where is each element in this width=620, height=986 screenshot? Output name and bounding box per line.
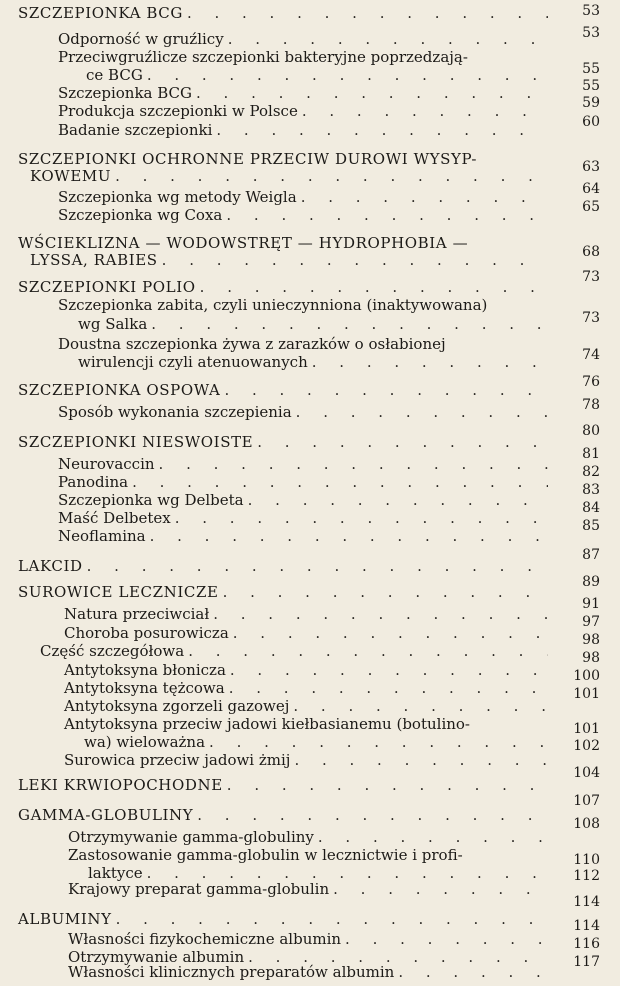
- toc-page-number: 53: [582, 3, 600, 19]
- toc-entry: [40, 642, 548, 660]
- toc-label: Własności fizykochemiczne albumin: [68, 930, 342, 948]
- toc-page-number: 68: [582, 244, 600, 260]
- toc-entry: [18, 433, 548, 451]
- leader-dots: [345, 930, 548, 948]
- leader-dots: [228, 30, 548, 48]
- leader-dots: [175, 509, 548, 527]
- toc-page-number: 108: [573, 816, 600, 832]
- toc-entry: [58, 527, 548, 545]
- toc-page-number: 97: [582, 614, 600, 630]
- leader-dots: [230, 661, 548, 679]
- toc-page-number: 117: [573, 954, 600, 970]
- toc-label: ce BCG: [86, 66, 143, 84]
- toc-page-number: 107: [573, 793, 600, 809]
- toc-label: Badanie szczepionki: [58, 121, 213, 139]
- toc-page-number: 101: [573, 721, 600, 737]
- toc-label: LAKCID: [18, 557, 83, 575]
- toc-page-number: 63: [582, 159, 600, 175]
- toc-entry: [18, 583, 548, 601]
- toc-page-number: 89: [582, 574, 600, 590]
- toc-label: Krajowy preparat gamma-globulin: [68, 880, 330, 898]
- toc-label: laktyce: [88, 864, 143, 882]
- toc-label: LEKI KRWIOPOCHODNE: [18, 776, 223, 794]
- toc-page-number: 74: [582, 347, 600, 363]
- leader-dots: [151, 315, 548, 333]
- toc-page-number: 55: [582, 61, 600, 77]
- leader-dots: [115, 167, 548, 185]
- toc-entry: [18, 910, 548, 928]
- leader-dots: [224, 381, 548, 399]
- toc-page-number: 83: [582, 482, 600, 498]
- toc-page-number: 84: [582, 500, 600, 516]
- toc-label: Część szczegółowa: [40, 642, 185, 660]
- toc-label: SZCZEPIONKA OSPOWA: [18, 381, 221, 399]
- toc-label: ALBUMINY: [18, 910, 112, 928]
- toc-page-number: 98: [582, 632, 600, 648]
- toc-label: Własności klinicznych preparatów albumin: [68, 963, 395, 981]
- toc-label: SZCZEPIONKI POLIO: [18, 278, 196, 296]
- toc-label-line1: WŚCIEKLIZNA — WODOWSTRĘT — HYDROPHOBIA —: [18, 234, 469, 252]
- toc-entry: [58, 509, 548, 527]
- toc-label-line1: Szczepionka zabita, czyli unieczynniona (inaktywowana): [58, 296, 488, 314]
- toc-page-number: 73: [582, 269, 600, 285]
- toc-page-number: 80: [582, 423, 600, 439]
- leader-dots: [257, 433, 548, 451]
- toc-entry: [84, 733, 548, 751]
- toc-entry: [64, 661, 548, 679]
- toc-label-line1: Antytoksyna przeciw jadowi kiełbasianemu (botulino-: [64, 715, 471, 733]
- toc-label: Otrzymywanie gamma-globuliny: [68, 828, 314, 846]
- leader-dots: [301, 188, 548, 206]
- toc-entry: [64, 697, 548, 715]
- leader-dots: [294, 751, 548, 769]
- toc-label: Antytoksyna tężcowa: [64, 679, 225, 697]
- toc-page-number: 85: [582, 518, 600, 534]
- toc-entry: [30, 251, 548, 269]
- leader-dots: [132, 473, 548, 491]
- leader-dots: [200, 278, 548, 296]
- leader-dots: [213, 605, 548, 623]
- toc-entry: [58, 455, 548, 473]
- leader-dots: [302, 102, 548, 120]
- toc-page-number: 116: [573, 936, 600, 952]
- toc-label: Szczepionka wg metody Weigla: [58, 188, 297, 206]
- leader-dots: [233, 624, 548, 642]
- toc-entry: [86, 66, 548, 84]
- leader-dots: [312, 353, 548, 371]
- toc-label: Choroba posurowicza: [64, 624, 229, 642]
- leader-dots: [188, 642, 548, 660]
- toc-entry: [58, 206, 548, 224]
- toc-label: SZCZEPIONKI NIESWOISTE: [18, 433, 254, 451]
- leader-dots: [296, 403, 548, 421]
- toc-entry: [64, 751, 548, 769]
- toc-label-line1: Zastosowanie gamma-globulin w lecznictwie i profi-: [68, 846, 463, 864]
- toc-entry: [18, 806, 548, 824]
- toc-entry: [68, 930, 548, 948]
- toc-entry: [68, 880, 548, 898]
- toc-label: SUROWICE LECZNICZE: [18, 583, 219, 601]
- toc-entry: [58, 30, 548, 48]
- toc-entry: [78, 353, 548, 371]
- toc-page-number: 98: [582, 650, 600, 666]
- toc-entry: [68, 963, 548, 981]
- leader-dots: [159, 455, 548, 473]
- toc-entry: [58, 188, 548, 206]
- toc-label: KOWEMU: [30, 167, 112, 185]
- toc-entry: [58, 473, 548, 491]
- toc-page-number: 104: [573, 765, 600, 781]
- toc-entry: [64, 624, 548, 642]
- toc-page-number: 102: [573, 738, 600, 754]
- toc-entry: [18, 557, 548, 575]
- toc-entry: [58, 84, 548, 102]
- toc-page-number: 87: [582, 547, 600, 563]
- toc-entry: [18, 381, 548, 399]
- toc-entry: [18, 278, 548, 296]
- leader-dots: [293, 697, 548, 715]
- leader-dots: [187, 4, 548, 22]
- leader-dots: [87, 557, 548, 575]
- toc-entry: [18, 776, 548, 794]
- leader-dots: [196, 84, 548, 102]
- toc-page-number: 81: [582, 446, 600, 462]
- toc-page-number: 112: [573, 868, 600, 884]
- leader-dots: [318, 828, 548, 846]
- toc-label: Odporność w gruźlicy: [58, 30, 224, 48]
- toc-page-number: 78: [582, 397, 600, 413]
- toc-label: SZCZEPIONKA BCG: [18, 4, 183, 22]
- toc-page-number: 73: [582, 310, 600, 326]
- toc-entry-bcg: [18, 4, 548, 22]
- leader-dots: [333, 880, 548, 898]
- toc-label: Szczepionka wg Coxa: [58, 206, 223, 224]
- toc-page-number: 60: [582, 114, 600, 130]
- toc-label: Antytoksyna błonicza: [64, 661, 226, 679]
- leader-dots: [147, 66, 548, 84]
- leader-dots: [227, 776, 548, 794]
- toc-label: LYSSA, RABIES: [30, 251, 158, 269]
- toc-page-number: 91: [582, 596, 600, 612]
- toc-entry: [58, 491, 548, 509]
- leader-dots: [216, 121, 548, 139]
- leader-dots: [248, 491, 548, 509]
- leader-dots: [197, 806, 548, 824]
- toc-page-number: 100: [573, 668, 600, 684]
- toc-label-line1: SZCZEPIONKI OCHRONNE PRZECIW DUROWI WYSYP-: [18, 150, 478, 168]
- toc-label: Produkcja szczepionki w Polsce: [58, 102, 298, 120]
- leader-dots: [223, 583, 548, 601]
- toc-label: GAMMA-GLOBULINY: [18, 806, 194, 824]
- leader-dots: [209, 733, 548, 751]
- toc-label: Antytoksyna zgorzeli gazowej: [64, 697, 290, 715]
- leader-dots: [162, 251, 548, 269]
- toc-label: Sposób wykonania szczepienia: [58, 403, 292, 421]
- toc-entry: [58, 121, 548, 139]
- toc-label: wirulencji czyli atenuowanych: [78, 353, 308, 371]
- toc-entry: [58, 102, 548, 120]
- toc-page-number: 76: [582, 374, 600, 390]
- toc-entry: [64, 679, 548, 697]
- toc-entry: [30, 167, 548, 185]
- leader-dots: [229, 679, 548, 697]
- toc-label: wa) wieloważna: [84, 733, 206, 751]
- toc-page-number: 114: [573, 894, 600, 910]
- toc-label: Maść Delbetex: [58, 509, 171, 527]
- toc-entry: [78, 315, 548, 333]
- toc-label: wg Salka: [78, 315, 148, 333]
- toc-page-number: 64: [582, 181, 600, 197]
- toc-label-line1: Doustna szczepionka żywa z zarazków o osłabionej: [58, 335, 446, 353]
- toc-entry: [68, 828, 548, 846]
- toc-page-number: 65: [582, 199, 600, 215]
- toc-label: Panodina: [58, 473, 129, 491]
- toc-page-number: 53: [582, 25, 600, 41]
- toc-label: Surowica przeciw jadowi żmij: [64, 751, 291, 769]
- toc-label: Natura przeciwciał: [64, 605, 210, 623]
- toc-label: Szczepionka BCG: [58, 84, 193, 102]
- leader-dots: [116, 910, 548, 928]
- leader-dots: [398, 963, 548, 981]
- leader-dots: [150, 527, 548, 545]
- toc-entry: [64, 605, 548, 623]
- toc-page-number: 110: [573, 852, 600, 868]
- toc-page-number: 59: [582, 95, 600, 111]
- toc-label: Szczepionka wg Delbeta: [58, 491, 244, 509]
- leader-dots: [226, 206, 548, 224]
- toc-label: Neoflamina: [58, 527, 146, 545]
- toc-page-number: 55: [582, 78, 600, 94]
- toc-entry: [58, 403, 548, 421]
- toc-label: Neurovaccin: [58, 455, 155, 473]
- toc-label: Otrzymywanie albumin: [68, 948, 245, 966]
- toc-page-number: 114: [573, 918, 600, 934]
- toc-page-number: 101: [573, 686, 600, 702]
- toc-page-number: 82: [582, 464, 600, 480]
- toc-label-line1: Przeciwgruźlicze szczepionki bakteryjne poprzedzają-: [58, 48, 468, 66]
